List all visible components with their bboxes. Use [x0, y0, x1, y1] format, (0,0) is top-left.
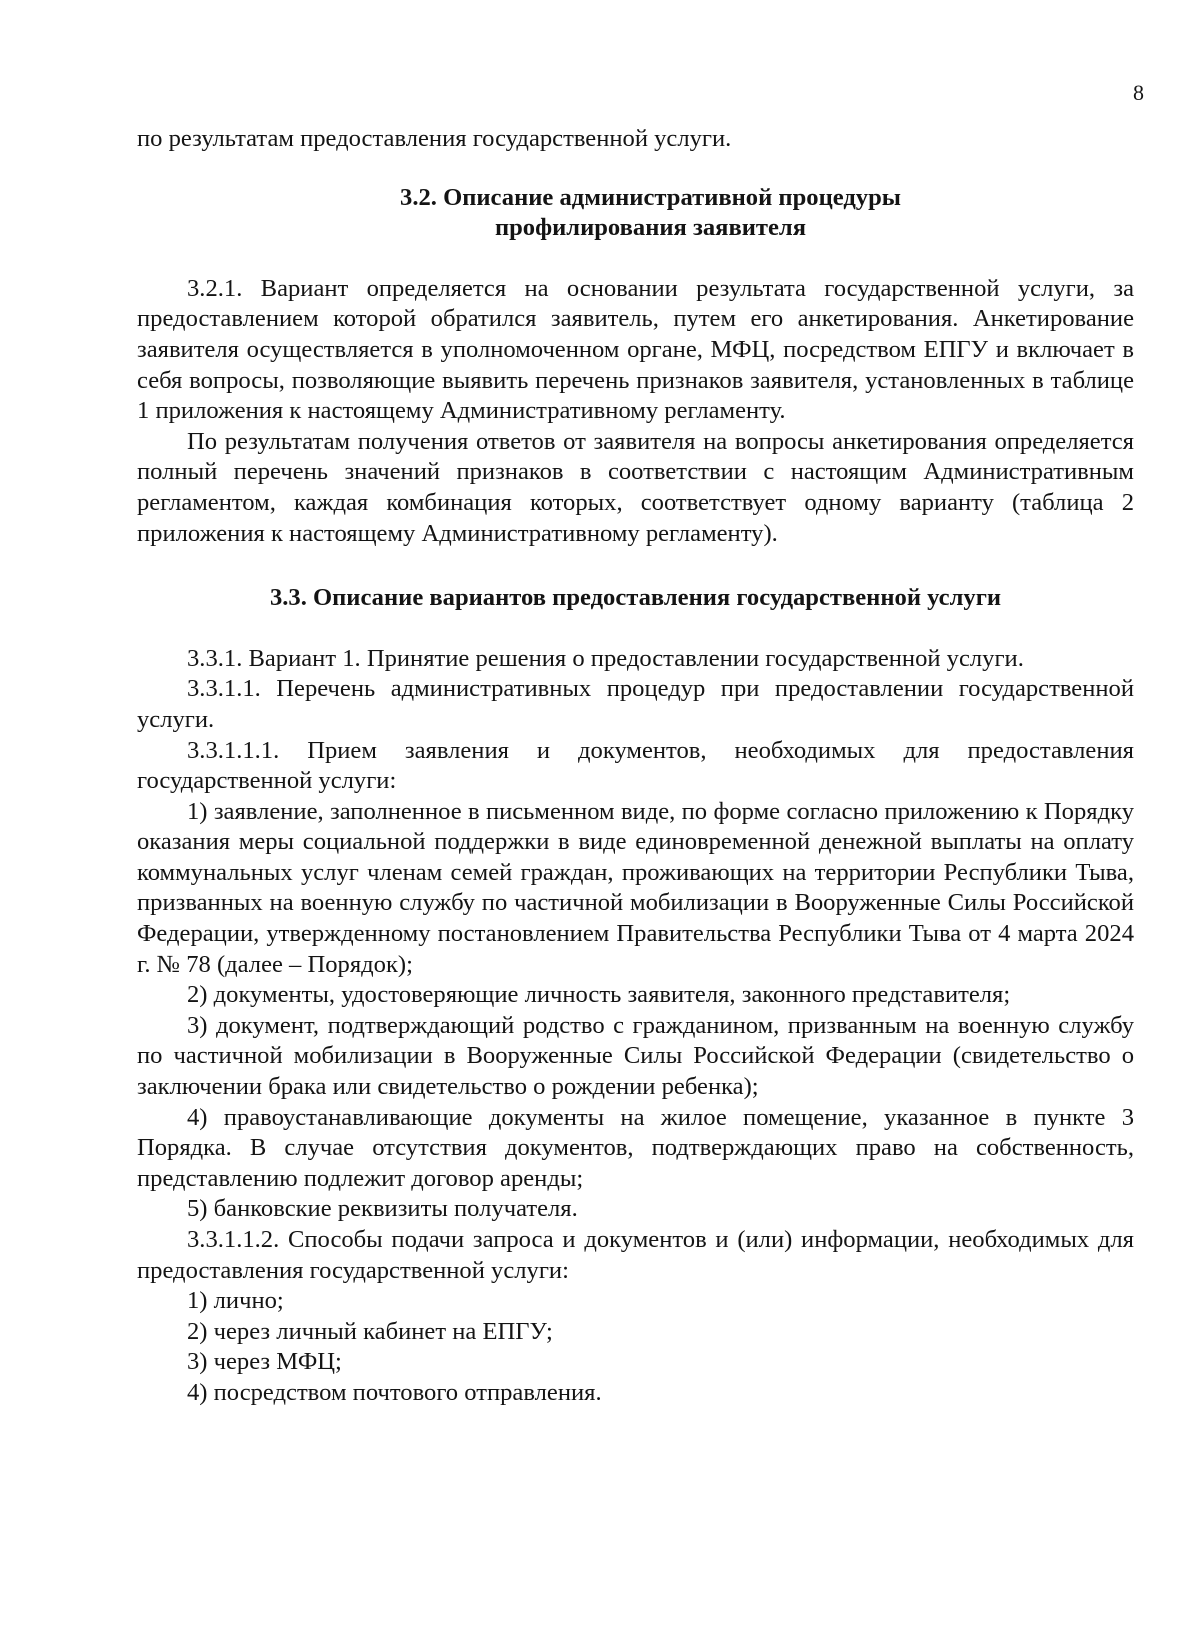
section-3-2-title-line1: 3.2. Описание административной процедуры: [400, 183, 901, 211]
continuation-text: по результатам предоставления государственной услуги.: [137, 125, 732, 152]
doc-list-item: 5) банковские реквизиты получателя.: [187, 1195, 578, 1223]
method-list-item: 3) через МФЦ;: [187, 1348, 342, 1376]
doc-list-item: 2) документы, удостоверяющие личность заявителя, законного представителя;: [187, 981, 1011, 1009]
method-list-item: 2) через личный кабинет на ЕПГУ;: [187, 1317, 553, 1345]
doc-list-item: 4) правоустанавливающие документы на жилое помещение, указанное в пункте 3 Порядка. В случае отсутствия документов, подтверждающих право на собственность, представлению подлежит договор аренды;: [137, 1103, 1134, 1192]
paragraph-3-3-1: 3.3.1. Вариант 1. Принятие решения о предоставлении государственной услуги.: [187, 644, 1024, 672]
section-3-2-title-line2: профилирования заявителя: [494, 214, 807, 242]
paragraph-3-3-1-1: 3.3.1.1. Перечень административных процедур при предоставлении государственной услуги.: [137, 675, 1134, 733]
paragraph-3-2-2: По результатам получения ответов от заявителя на вопросы анкетирования определяется полный перечень значений признаков в соответствии с настоящим Административным регламентом, каждая комбинация которых, соответствует одному варианту (таблица 2 приложения к настоящему Административному регламенту).: [137, 427, 1134, 547]
document-body: [137, 124, 1134, 1409]
section-3-3-heading: 3.3. Описание вариантов предоставления государственной услуги: [269, 584, 1002, 612]
section-3-2-heading: [137, 183, 1134, 244]
paragraph-3-3-1-1-2: 3.3.1.1.2. Способы подачи запроса и документов и (или) информации, необходимых для предоставления государственной услуги:: [137, 1226, 1134, 1284]
doc-list-item: 1) заявление, заполненное в письменном виде, по форме согласно приложению к Порядку оказания меры социальной поддержки в виде единовременной денежной выплаты на оплату коммунальных услуг членам семей граждан, проживающих на территории Республики Тыва, призванных на военную службу по частичной мобилизации в Вооруженные Силы Российской Федерации, утвержденному постановлением Правительства Республики Тыва от 4 марта 2024 г. № 78 (далее – Порядок);: [137, 797, 1134, 978]
page-number: 8: [1133, 80, 1144, 105]
method-list-item: 1) лично;: [187, 1287, 284, 1315]
paragraph-3-3-1-1-1: 3.3.1.1.1. Прием заявления и документов, необходимых для предоставления государственной услуги:: [137, 736, 1134, 795]
paragraph-3-2-1: 3.2.1. Вариант определяется на основании результата государственной услуги, за предоставлением которой обратился заявитель, путем его анкетирования. Анкетирование заявителя осуществляется в уполномоченном органе, МФЦ, посредством ЕПГУ и включает в себя вопросы, позволяющие выявить перечень признаков заявителя, установленных в таблице 1 приложения к настоящему Административному регламенту.: [137, 274, 1134, 425]
doc-list-item: 3) документ, подтверждающий родство с гражданином, призванным на военную службу по частичной мобилизации в Вооруженные Силы Российской Федерации (свидетельство о заключении брака или свидетельство о рождении ребенка);: [137, 1011, 1134, 1101]
method-list-item: 4) посредством почтового отправления.: [187, 1378, 602, 1406]
